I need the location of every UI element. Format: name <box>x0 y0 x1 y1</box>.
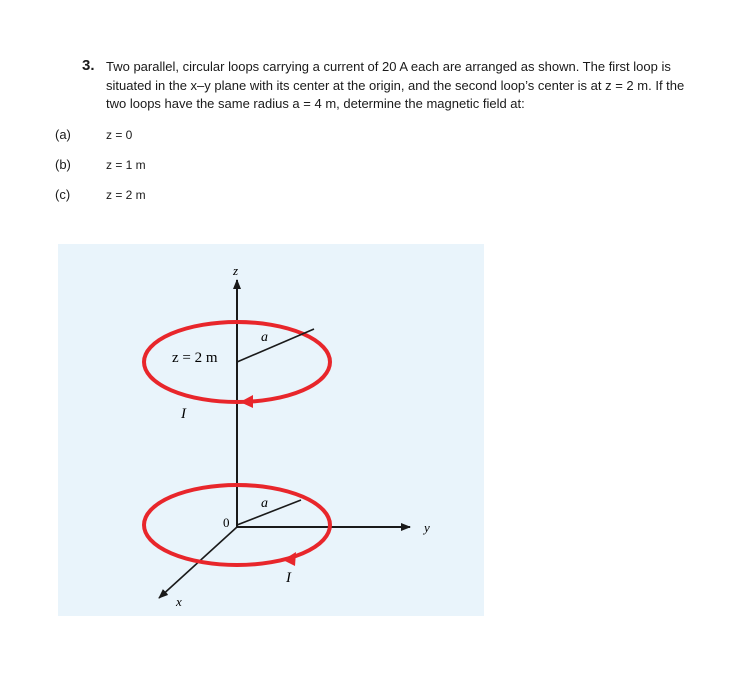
question-text: Two parallel, circular loops carrying a current of 20 A each are arranged as shown. The first loop is situated in the x–y plane with its center at the origin, and the second loop’s center is at z = 2 m. If the two loops have the same radius a = 4 m, determine the magnetic field at: <box>106 59 685 111</box>
part-b-label: (b) <box>55 157 71 172</box>
loops-diagram <box>58 244 484 616</box>
part-a-value: z = 0 <box>106 128 133 142</box>
top-loop-height-label: z = 2 m <box>172 350 218 366</box>
y-axis-label: y <box>424 520 430 535</box>
part-c-value: z = 2 m <box>106 188 146 202</box>
top-radius-label: a <box>261 330 268 345</box>
bottom-radius-label: a <box>261 496 268 511</box>
part-a-label: (a) <box>55 127 71 142</box>
question-number: 3. <box>82 57 95 74</box>
bottom-current-label: I <box>286 570 291 586</box>
loops-figure <box>58 244 484 616</box>
z-axis-label: z <box>233 263 239 278</box>
part-c-label: (c) <box>55 187 71 202</box>
top-current-label: I <box>181 406 186 422</box>
figure-background <box>58 244 484 616</box>
x-axis-label: x <box>176 594 182 609</box>
part-b-value: z = 1 m <box>106 158 146 172</box>
origin-label: 0 <box>223 515 230 530</box>
